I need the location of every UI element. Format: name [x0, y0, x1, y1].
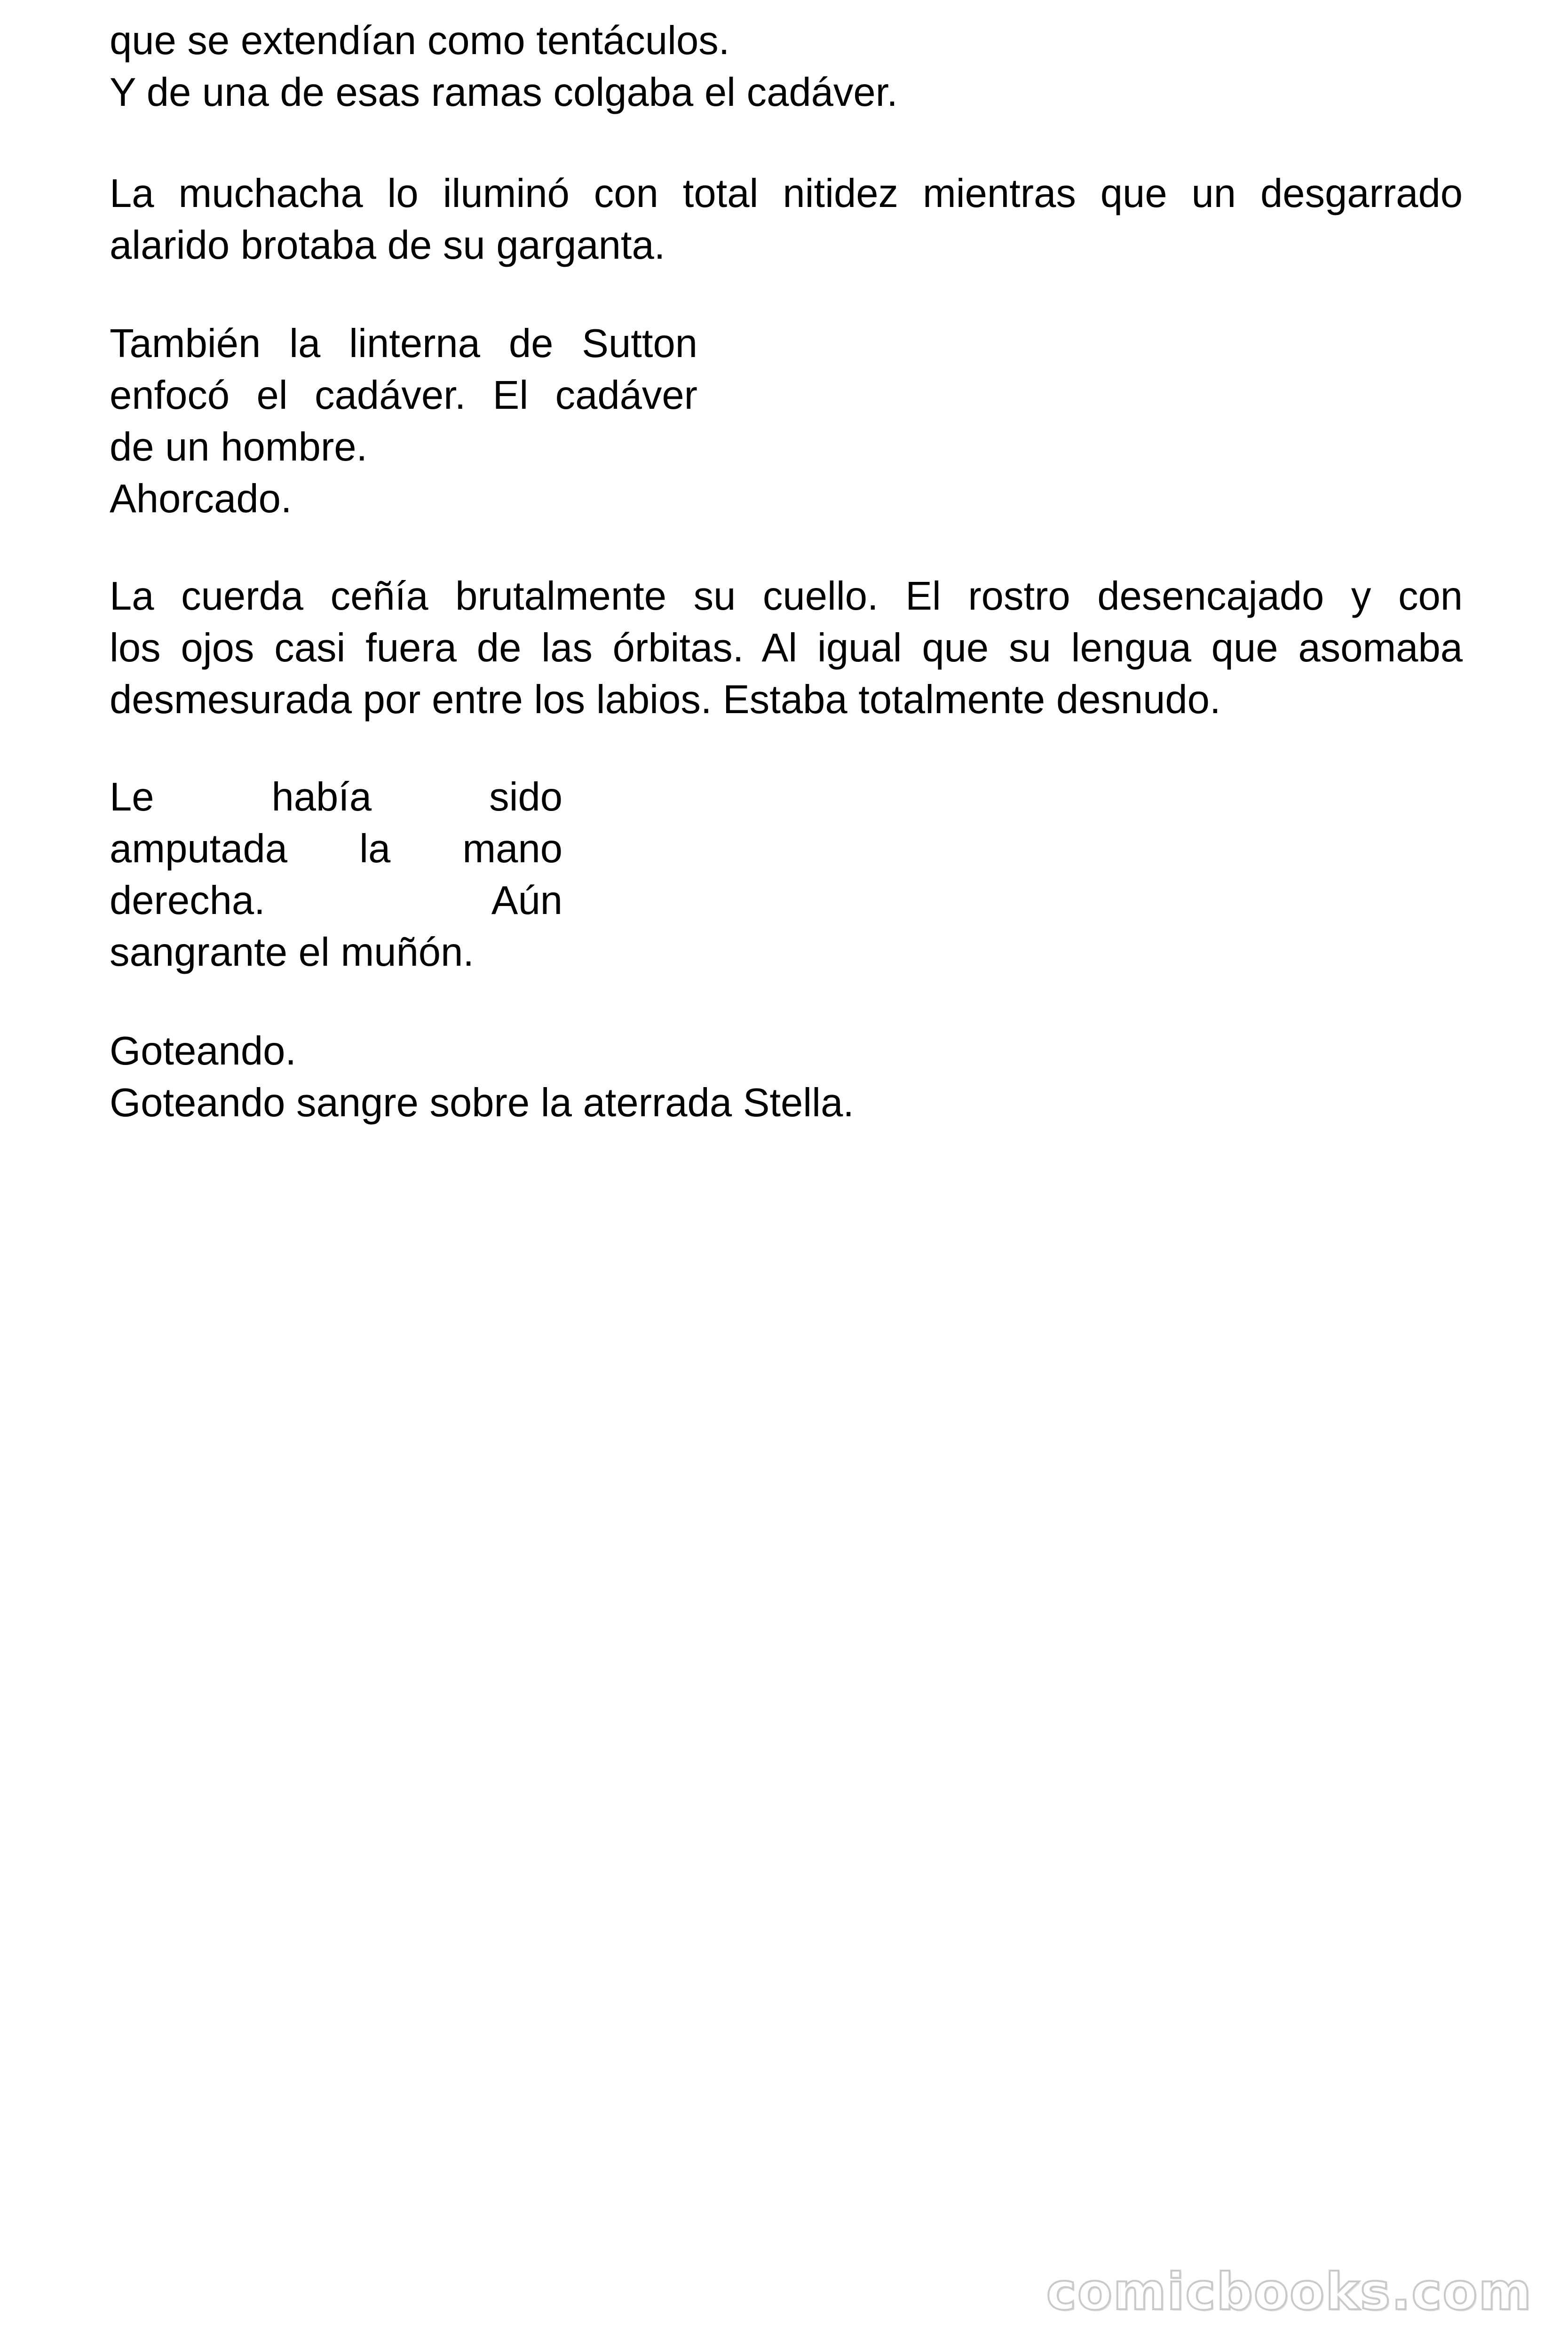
text-line: alarido brotaba de su garganta. — [110, 223, 665, 268]
text-line: También la linterna de Sutton — [110, 321, 697, 366]
text-line: amputada la mano — [110, 826, 562, 871]
text-line: Y de una de esas ramas colgaba el cadáver. — [110, 70, 898, 115]
text-line: de un hombre. — [110, 425, 368, 469]
text-line: sangrante el muñón. — [110, 930, 474, 975]
text-line: enfocó el cadáver. El cadáver — [110, 373, 697, 418]
text-line: Ahorcado. — [110, 477, 292, 521]
text-line: desmesurada por entre los labios. Estaba totalmente desnudo. — [110, 677, 1221, 722]
text-line: Goteando sangre sobre la aterrada Stella. — [110, 1081, 854, 1125]
text-line: La cuerda ceñía brutalmente su cuello. El rostro desencajado y con — [110, 574, 1463, 619]
text-line: los ojos casi fuera de las órbitas. Al igual que su lengua que asomaba — [110, 626, 1463, 670]
text-line: derecha. Aún — [110, 878, 562, 923]
text-line: Le había sido — [110, 775, 562, 819]
text-line: La muchacha lo iluminó con total nitidez mientras que un desgarrado — [110, 171, 1463, 216]
text-line: que se extendían como tentáculos. — [110, 18, 730, 63]
text-line: Goteando. — [110, 1029, 296, 1073]
watermark-logo: comicbooks.com — [1046, 2263, 1532, 2321]
